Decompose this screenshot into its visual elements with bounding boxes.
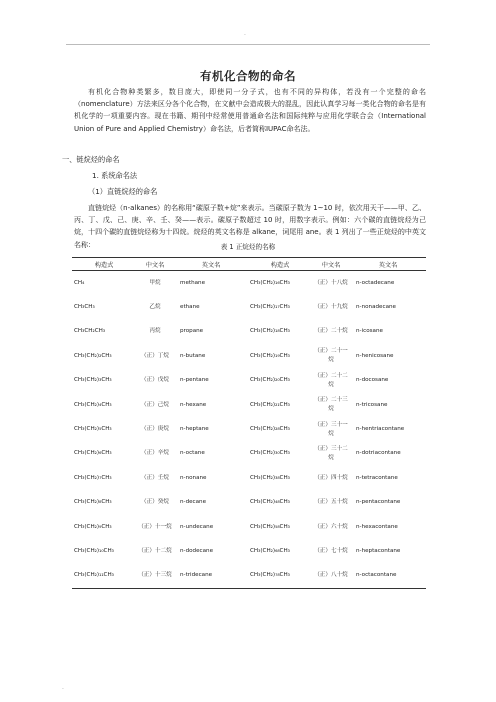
chinese-name-cell: （正）辛烷 [141, 450, 169, 457]
formula-cell: CH₃(CH₂)₇CH₃ [74, 474, 112, 481]
formula-cell: CH₃(CH₂)₂₀CH₃ [250, 377, 290, 384]
subsection-heading: 1. 系统命名法 [92, 171, 138, 180]
intro-paragraph: 有机化合物种类繁多，数目庞大，即使同一分子式，也有不同的异构体，若没有一个完整的命名（nomenclature）方法来区分各个化合物，在文献中会造成极大的混乱，因此认真学习每一类化合物的命名是有机化学的一项重要内容。现在书籍、期刊中经常使用普通命名法和国际纯粹与应用化学联合会（International Union of Pure and Applied Chemistry）命名法，后者简称IUPAC命名法。 [74, 88, 426, 133]
header-mark: . [244, 30, 246, 37]
english-name-cell: n-undecane [180, 523, 214, 530]
chinese-name-cell: （正）二十一烷 [314, 348, 348, 364]
column-header: 英文名 [174, 258, 248, 271]
formula-cell: CH₃(CH₂)₁₈CH₃ [250, 328, 290, 335]
formula-cell: CH₃CH₃ [74, 304, 95, 311]
footer-mark: . [62, 684, 64, 691]
chinese-name-cell: 甲烷 [149, 279, 161, 286]
chinese-name-cell: （正）七十烷 [314, 547, 348, 554]
english-name-cell: n-pentacontane [356, 499, 401, 506]
chinese-name-cell: （正）十三烷 [136, 564, 174, 589]
english-name-cell: n-icosane [356, 328, 383, 335]
english-name-cell: n-octacontane [350, 564, 426, 589]
formula-cell: CH₄ [74, 279, 85, 286]
chinese-name-cell: （正）三十二烷 [314, 445, 348, 461]
chinese-name-cell: （正）丁烷 [141, 352, 169, 359]
chinese-name-cell: （正）六十烷 [314, 523, 348, 530]
english-name-cell: n-tridecane [174, 564, 248, 589]
chinese-name-cell: （正）十二烷 [138, 547, 172, 554]
english-name-cell: n-hexane [180, 401, 207, 408]
formula-cell: CH₃(CH₂)₉CH₃ [74, 523, 112, 530]
formula-cell: CH₃(CH₂)₂₈CH₃ [250, 426, 290, 433]
formula-cell: CH₃(CH₂)₄₈CH₃ [250, 499, 290, 506]
chinese-name-cell: （正）十八烷 [314, 279, 348, 286]
table-row [72, 295, 426, 319]
chinese-name-cell: （正）己烷 [141, 401, 169, 408]
english-name-cell: n-octadecane [356, 279, 395, 286]
column-header: 构造式 [248, 258, 312, 271]
chinese-name-cell: （正）戊烷 [141, 377, 169, 384]
page-title: 有机化合物的命名 [200, 69, 296, 83]
english-name-cell: n-dotriacontane [356, 450, 401, 457]
table-row [72, 564, 426, 589]
header-rule [66, 44, 430, 45]
formula-cell: CH₃(CH₂)₃₈CH₃ [250, 474, 290, 481]
formula-cell: CH₃(CH₂)₁₉CH₃ [250, 352, 290, 359]
table-caption: 表 1 正烷烃的名称 [220, 243, 276, 251]
english-name-cell: methane [180, 279, 206, 286]
chinese-name-cell: （正）二十三烷 [314, 397, 348, 413]
formula-cell: CH₃(CH₂)₂CH₃ [74, 352, 112, 359]
chinese-name-cell: （正）四十烷 [314, 474, 348, 481]
english-name-cell: n-docosane [356, 377, 389, 384]
english-name-cell: n-nonadecane [356, 304, 396, 311]
table-row [72, 320, 426, 344]
chinese-name-cell: （正）壬烷 [141, 474, 169, 481]
formula-cell: CH₃(CH₂)₄CH₃ [74, 401, 112, 408]
formula-cell: CH₃(CH₂)₃₀CH₃ [250, 450, 290, 457]
chinese-name-cell: （正）十一烷 [138, 523, 172, 530]
english-name-cell: n-heptane [180, 426, 209, 433]
table-row [72, 539, 426, 563]
table-row [72, 491, 426, 515]
chinese-name-cell: （正）二十烷 [314, 328, 348, 335]
column-header: 英文名 [350, 258, 426, 271]
table-row [72, 442, 426, 466]
english-name-cell: n-butane [180, 352, 206, 359]
chinese-name-cell: （正）五十烷 [314, 499, 348, 506]
english-name-cell: n-hexacontane [356, 523, 398, 530]
formula-cell: CH₃CH₂CH₃ [74, 328, 106, 335]
english-name-cell: n-nonane [180, 474, 207, 481]
chinese-name-cell: （正）八十烷 [312, 564, 350, 589]
english-name-cell: n-pentane [180, 377, 209, 384]
table-row [72, 271, 426, 296]
column-header: 构造式 [72, 258, 136, 271]
formula-cell: CH₃(CH₂)₁₁CH₃ [72, 564, 136, 589]
english-name-cell: n-hentriacontane [356, 426, 405, 433]
formula-cell: CH₃(CH₂)₂₁CH₃ [250, 401, 290, 408]
formula-cell: CH₃(CH₂)₃CH₃ [74, 377, 112, 384]
formula-cell: CH₃(CH₂)₅CH₃ [74, 426, 112, 433]
english-name-cell: n-tricosane [356, 401, 388, 408]
table-row [72, 369, 426, 393]
english-name-cell: n-octane [180, 450, 205, 457]
english-name-cell: n-henicosane [356, 352, 394, 359]
english-name-cell: n-dodecane [180, 547, 214, 554]
alkane-names-table [72, 257, 426, 589]
formula-cell: CH₃(CH₂)₁₇CH₃ [250, 304, 290, 311]
chinese-name-cell: （正）庚烷 [141, 426, 169, 433]
formula-cell: CH₃(CH₂)₈CH₃ [74, 499, 112, 506]
chinese-name-cell: 丙烷 [149, 328, 161, 335]
english-name-cell: n-tetracontane [356, 474, 398, 481]
table-row [72, 393, 426, 417]
subsubsection-heading: （1）直链烷烃的命名 [88, 187, 158, 196]
body-paragraph: 直链烷烃（n-alkanes）的名称用“碳原子数+烷”来表示。当碳原子数为 1~10 时，依次用天干——甲、乙、丙、丁、戊、己、庚、辛、壬、癸——表示。碳原子数超过 10 时，用数字表示。例如：六个碳的直链烷烃为己烷，十四个碳的直链烷烃称为十四烷。烷烃的英文名称是 alkane，词尾用 ane。表 1 列出了一些正烷烃的中英文名称： [74, 204, 426, 249]
chinese-name-cell: （正）十九烷 [314, 304, 348, 311]
formula-cell: CH₃(CH₂)₆₈CH₃ [250, 547, 290, 554]
chinese-name-cell: （正）癸烷 [141, 499, 169, 506]
chinese-name-cell: （正）三十一烷 [314, 421, 348, 437]
english-name-cell: n-heptacontane [356, 547, 401, 554]
table-row [72, 417, 426, 441]
english-name-cell: ethane [180, 304, 200, 311]
table-row [72, 344, 426, 368]
section-heading: 一、链烷烃的命名 [62, 155, 120, 164]
table-header-row [72, 258, 426, 271]
chinese-name-cell: （正）二十二烷 [314, 372, 348, 388]
formula-cell: CH₃(CH₂)₆CH₃ [74, 450, 112, 457]
formula-cell: CH₃(CH₂)₅₈CH₃ [250, 523, 290, 530]
column-header: 中文名 [136, 258, 174, 271]
table-row [72, 515, 426, 539]
chinese-name-cell: 乙烷 [149, 304, 161, 311]
english-name-cell: n-decane [180, 499, 207, 506]
column-header: 中文名 [312, 258, 350, 271]
table-row [72, 466, 426, 490]
formula-cell: CH₃(CH₂)₇₈CH₃ [248, 564, 312, 589]
formula-cell: CH₃(CH₂)₁₆CH₃ [250, 279, 290, 286]
formula-cell: CH₃(CH₂)₁₀CH₃ [74, 547, 114, 554]
english-name-cell: propane [180, 328, 204, 335]
